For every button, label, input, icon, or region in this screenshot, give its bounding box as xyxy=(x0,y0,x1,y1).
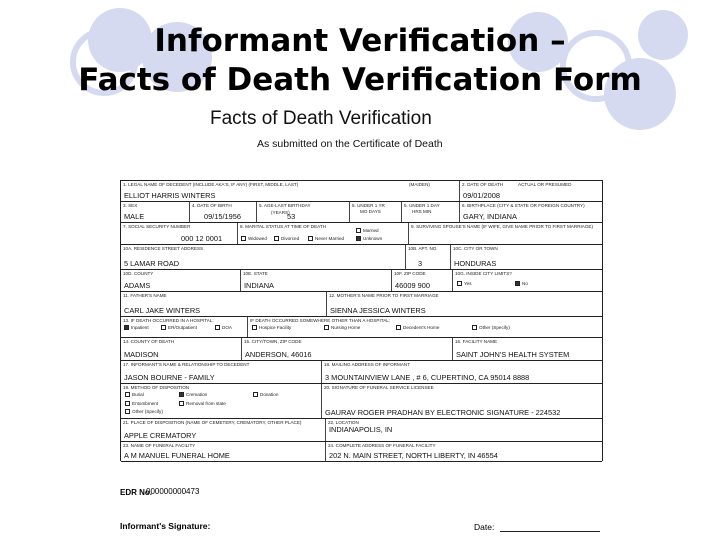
city-zip-of-death-label: 15. CITY/TOWN, ZIP CODE xyxy=(244,339,302,344)
cell-method-of-disposition xyxy=(121,384,322,418)
cell-funeral-address xyxy=(326,442,602,461)
facility-name-value: SAINT JOHN'S HEALTH SYSTEM xyxy=(456,350,570,359)
er-outpatient-option[interactable] xyxy=(161,325,197,331)
entombment-option[interactable] xyxy=(125,401,158,407)
decedents-home-option[interactable] xyxy=(396,325,439,331)
edr-number-value: 000000000473 xyxy=(146,487,200,496)
other-place-label: IF DEATH OCCURRED SOMEWHERE OTHER THAN A HOSPITAL: xyxy=(250,318,391,323)
marital-option-divorced[interactable] xyxy=(274,236,299,242)
divorced-checkbox[interactable] xyxy=(274,236,279,241)
row-parents xyxy=(121,292,602,317)
other-disposition-checkbox[interactable] xyxy=(125,409,130,414)
row-death-location xyxy=(121,338,602,361)
row-place-of-death xyxy=(121,317,602,338)
informant-signature-label: Informant's Signature: xyxy=(120,521,211,531)
age-sub-label: (YEARS) xyxy=(271,210,290,215)
sex-label: 3. SEX xyxy=(123,203,138,208)
row-informant xyxy=(121,361,602,384)
apt-no-label: 10B. APT. NO. xyxy=(408,246,438,251)
informant-address-label: 18. MAILING ADDRESS OF INFORMANT xyxy=(324,362,411,367)
funeral-facility-value: A M MANUEL FUNERAL HOME xyxy=(124,451,230,460)
apt-no-value: 3 xyxy=(418,259,423,268)
marital-option-widowed[interactable] xyxy=(241,236,267,242)
licensee-signature-label: 20. SIGNATURE OF FUNERAL SERVICE LICENSEE xyxy=(324,385,434,390)
date-of-death-label: 2. DATE OF DEATH xyxy=(462,182,504,187)
place-of-disposition-value: APPLE CREMATORY xyxy=(124,431,197,440)
other-specify-option-label: Other (Specify) xyxy=(479,325,510,330)
cell-under-1-year xyxy=(350,202,402,222)
cell-sex xyxy=(121,202,190,222)
cremation-checkbox[interactable] xyxy=(179,392,184,397)
cell-licensee-signature xyxy=(322,384,602,418)
row-sex-birth xyxy=(121,202,602,223)
disposition-label: 19. METHOD OF DISPOSITION xyxy=(123,385,190,390)
date-signature-line[interactable] xyxy=(500,531,600,532)
decedents-home-checkbox[interactable] xyxy=(396,325,401,330)
other-disposition-option-label: Other (Specify) xyxy=(132,409,163,414)
street-address-value: 5 LAMAR ROAD xyxy=(124,259,180,268)
city-town-value: HONDURAS xyxy=(454,259,497,268)
county-of-death-label: 14. COUNTY OF DEATH xyxy=(123,339,175,344)
cell-under-1-day xyxy=(402,202,460,222)
inpatient-option[interactable] xyxy=(124,325,149,331)
entombment-option-label: Entombment xyxy=(132,401,159,406)
donation-option-label: Donation xyxy=(260,392,279,397)
facility-name-label: 16. FACILITY NAME xyxy=(455,339,498,344)
mother-name-value: SIENNA JESSICA WINTERS xyxy=(330,306,426,315)
maiden-label: (MAIDEN) xyxy=(409,182,430,187)
informant-name-value: JASON BOURNE - FAMILY xyxy=(124,373,215,382)
marital-option-never-married[interactable] xyxy=(308,236,344,242)
form-subtitle: As submitted on the Certificate of Death xyxy=(257,138,443,150)
unknown-option-label: Unknown xyxy=(363,236,383,241)
never-married-checkbox[interactable] xyxy=(308,236,313,241)
cell-marital-status xyxy=(238,223,409,244)
licensee-signature-value: GAURAV ROGER PRADHAN BY ELECTRONIC SIGNATURE - 224532 xyxy=(325,408,561,417)
surviving-spouse-label: 9. SURVIVING SPOUSE'S NAME (IF WIFE, GIVE NAME PRIOR TO FIRST MARRIAGE) xyxy=(411,224,594,229)
hospice-option[interactable] xyxy=(252,325,291,331)
other-specify-checkbox[interactable] xyxy=(472,325,477,330)
legal-name-value: ELLIOT HARRIS WINTERS xyxy=(124,191,216,200)
no-option-label: No xyxy=(522,281,528,286)
er-outpatient-option-label: ER/Outpatient xyxy=(168,325,197,330)
removal-option[interactable] xyxy=(179,401,226,407)
unknown-checkbox[interactable] xyxy=(356,236,361,241)
county-label: 10D. COUNTY xyxy=(123,271,154,276)
cell-funeral-facility xyxy=(121,442,326,461)
legal-name-label: 1. LEGAL NAME OF DECEDENT (INCLUDE AKA'S, IF ANY) (FIRST, MIDDLE, LAST) xyxy=(123,182,299,187)
donation-option[interactable] xyxy=(253,392,278,398)
marital-option-unknown[interactable] xyxy=(356,236,382,242)
informant-name-label: 17. INFORMANT'S NAME & RELATIONSHIP TO DECEDENT xyxy=(123,362,250,367)
marital-option-married[interactable] xyxy=(356,228,379,234)
never-married-option-label: Never Married xyxy=(315,236,345,241)
under-1-year-label: 5. UNDER 1 YR xyxy=(352,203,385,208)
date-of-birth-value: 09/15/1956 xyxy=(204,212,241,221)
other-specify-option[interactable] xyxy=(472,325,510,331)
cell-date-of-death xyxy=(460,181,602,201)
form-title: Facts of Death Verification xyxy=(210,108,432,129)
birthplace-label: 6. BIRTHPLACE (CITY & STATE OR FOREIGN COUNTRY) xyxy=(462,203,585,208)
disposition-location-value: INDIANAPOLIS, IN xyxy=(329,425,393,434)
doa-option-label: DOA xyxy=(222,325,232,330)
inpatient-checkbox[interactable] xyxy=(124,325,129,330)
married-checkbox[interactable] xyxy=(356,228,361,233)
inside-city-no-option[interactable] xyxy=(515,281,528,287)
no-checkbox[interactable] xyxy=(515,281,520,286)
cell-place-of-disposition xyxy=(121,419,326,441)
widowed-checkbox[interactable] xyxy=(241,236,246,241)
entombment-checkbox[interactable] xyxy=(125,401,130,406)
widowed-option-label: Widowed xyxy=(248,236,267,241)
burial-option[interactable] xyxy=(125,392,144,398)
row-place-of-disposition xyxy=(121,419,602,442)
yes-option-label: Yes xyxy=(464,281,472,286)
married-option-label: Married xyxy=(363,228,379,233)
cell-informant-name xyxy=(121,361,322,383)
marital-status-label: 8. MARITAL STATUS AT TIME OF DEATH xyxy=(240,224,327,229)
age-value: 53 xyxy=(287,212,296,221)
funeral-facility-label: 23. NAME OF FUNERAL FACILITY xyxy=(123,443,196,448)
divorced-option-label: Divorced xyxy=(281,236,300,241)
row-disposition xyxy=(121,384,602,419)
inside-city-yes-option[interactable] xyxy=(457,281,472,287)
street-address-label: 10A. RESIDENCE STREET ADDRESS xyxy=(123,246,204,251)
yes-checkbox[interactable] xyxy=(457,281,462,286)
county-value: ADAMS xyxy=(124,281,151,290)
under-1-day-label: 5. UNDER 1 DAY xyxy=(404,203,440,208)
row-funeral-facility xyxy=(121,442,602,462)
doa-option[interactable] xyxy=(215,325,232,331)
slide-title-line-2: Facts of Death Verification Form xyxy=(78,62,642,98)
removal-checkbox[interactable] xyxy=(179,401,184,406)
cell-other-place xyxy=(248,317,602,337)
slide-title-line-1: Informant Verification – xyxy=(154,23,566,59)
under-1-year-sub: MO DAYS xyxy=(360,209,381,214)
place-of-disposition-label: 21. PLACE OF DISPOSITION (NAME OF CEMETERY, CREMATORY, OTHER PLACE) xyxy=(123,420,302,425)
doa-checkbox[interactable] xyxy=(215,325,220,330)
funeral-address-label: 24. COMPLETE ADDRESS OF FUNERAL FACILITY xyxy=(328,443,436,448)
birthplace-value: GARY, INDIANA xyxy=(463,212,517,221)
er-outpatient-checkbox[interactable] xyxy=(161,325,166,330)
disposition-location-label: 22. LOCATION xyxy=(328,420,359,425)
date-of-death-note: ACTUAL OR PRESUMED xyxy=(518,182,572,187)
mother-name-label: 12. MOTHER'S NAME PRIOR TO FIRST MARRIAGE xyxy=(329,293,439,298)
burial-option-label: Burial xyxy=(132,392,144,397)
decedents-home-option-label: Decedent's Home xyxy=(403,325,440,330)
date-of-death-value: 09/01/2008 xyxy=(463,191,500,200)
cremation-option-label: Cremation xyxy=(186,392,208,397)
inpatient-option-label: Inpatient xyxy=(131,325,149,330)
donation-checkbox[interactable] xyxy=(253,392,258,397)
date-of-birth-label: 4. DATE OF BIRTH xyxy=(192,203,232,208)
burial-checkbox[interactable] xyxy=(125,392,130,397)
cell-county xyxy=(121,270,241,291)
county-of-death-value: MADISON xyxy=(124,350,159,359)
ssn-value: 000 12 0001 xyxy=(181,234,223,243)
row-residence xyxy=(121,245,602,270)
sex-value: MALE xyxy=(124,212,145,221)
cell-mother-name xyxy=(327,292,602,316)
hospital-label: 13. IF DEATH OCCURRED IN A HOSPITAL: xyxy=(123,318,214,323)
cremation-option[interactable] xyxy=(179,392,207,398)
father-name-value: CARL JAKE WINTERS xyxy=(124,306,201,315)
zip-code-label: 10F. ZIP CODE xyxy=(394,271,426,276)
inside-city-limits-label: 10G. INSIDE CITY LIMITS? xyxy=(455,271,512,276)
cell-city-town xyxy=(451,245,602,269)
city-zip-of-death-value: ANDERSON, 46016 xyxy=(245,350,312,359)
cell-zip-code xyxy=(392,270,453,291)
edr-number-label: EDR No. xyxy=(120,488,152,497)
cell-facility-name xyxy=(453,338,602,360)
removal-option-label: Removal from state xyxy=(186,401,226,406)
cell-disposition-location xyxy=(326,419,602,441)
cell-father-name xyxy=(121,292,327,316)
city-town-label: 10C. CITY OR TOWN xyxy=(453,246,498,251)
cell-ssn xyxy=(121,223,238,244)
cell-informant-address xyxy=(322,361,602,383)
nursing-home-option[interactable] xyxy=(324,325,360,331)
cell-city-zip-of-death xyxy=(242,338,453,360)
cell-legal-name xyxy=(121,181,460,201)
cell-date-of-birth xyxy=(190,202,257,222)
cell-hospital xyxy=(121,317,248,337)
row-decedent-name xyxy=(121,181,602,202)
cell-apt-no xyxy=(406,245,451,269)
date-label: Date: xyxy=(474,522,495,532)
nursing-home-option-label: Nursing Home xyxy=(331,325,361,330)
state-label: 10E. STATE xyxy=(243,271,268,276)
age-label: 5. AGE-LAST BIRTHDAY xyxy=(259,203,311,208)
cell-inside-city-limits xyxy=(453,270,602,291)
cell-birthplace xyxy=(460,202,602,222)
hospice-option-label: Hospice Facility xyxy=(259,325,292,330)
other-disposition-option[interactable] xyxy=(125,409,163,415)
cell-state xyxy=(241,270,392,291)
form-table xyxy=(120,180,603,461)
state-value: INDIANA xyxy=(244,281,274,290)
cell-street-address xyxy=(121,245,406,269)
funeral-address-value: 202 N. MAIN STREET, NORTH LIBERTY, IN 46554 xyxy=(329,451,498,460)
ssn-label: 7. SOCIAL SECURITY NUMBER xyxy=(123,224,191,229)
row-ssn-marital xyxy=(121,223,602,245)
cell-age xyxy=(257,202,350,222)
father-name-label: 11. FATHER'S NAME xyxy=(123,293,167,298)
under-1-day-sub: HRS MIN xyxy=(412,209,432,214)
informant-address-value: 3 MOUNTAINVIEW LANE , # 6, CUPERTINO, CA 95014 8888 xyxy=(325,373,530,382)
hospice-checkbox[interactable] xyxy=(252,325,257,330)
zip-code-value: 46009 900 xyxy=(395,281,430,290)
nursing-home-checkbox[interactable] xyxy=(324,325,329,330)
cell-surviving-spouse xyxy=(409,223,602,244)
cell-county-of-death xyxy=(121,338,242,360)
row-county-state xyxy=(121,270,602,292)
